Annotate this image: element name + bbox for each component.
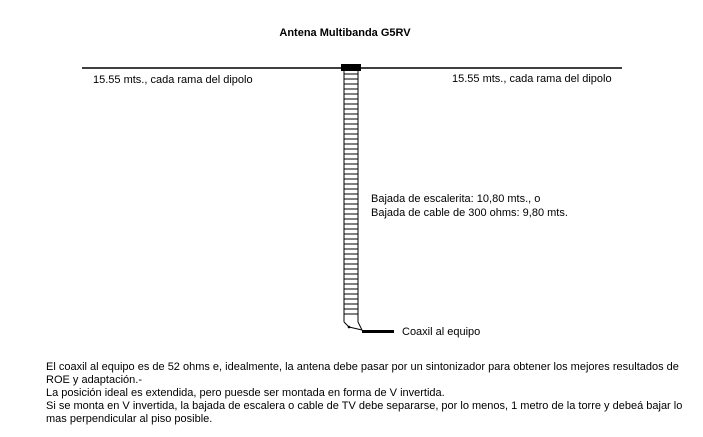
notes-block — [46, 361, 683, 426]
note-line: mas perpendicular al piso posible. — [46, 413, 213, 425]
dipole-left-label: 15.55 mts., cada rama del dipolo — [93, 74, 253, 86]
note-line: La posición ideal es extendida, pero puesde ser montada en forma de V invertida. — [46, 387, 445, 399]
diagram-title: Antena Multibanda G5RV — [279, 27, 411, 39]
feed-point — [348, 326, 351, 329]
note-line: El coaxil al equipo es de 52 ohms e, idealmente, la antena debe pasar por un sintonizador para obtener los mejores resultados de — [46, 361, 679, 373]
ladder-bottom — [349, 327, 362, 330]
ladder-line — [344, 71, 362, 330]
dipole-right-label: 15.55 mts., cada rama del dipolo — [452, 73, 612, 85]
coax-label: Coaxil al equipo — [402, 326, 481, 338]
coax-cable — [362, 330, 394, 333]
note-line: Si se monta en V invertida, la bajada de escalera o cable de TV debe separarse, por lo menos, 1 metro de la torre y debeá bajar lo — [46, 400, 683, 412]
center-insulator — [341, 64, 361, 71]
feedline-ladder-label: Bajada de escalerita: 10,80 mts., o — [371, 193, 541, 205]
note-line: ROE y adaptación.- — [46, 374, 142, 386]
feedline-tv-label: Bajada de cable de 300 ohms: 9,80 mts. — [371, 207, 568, 219]
